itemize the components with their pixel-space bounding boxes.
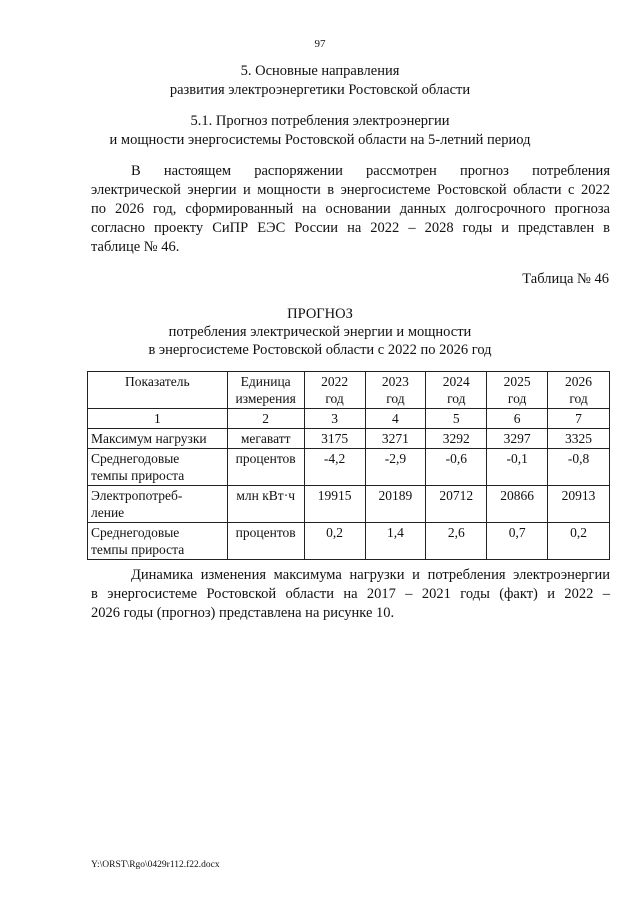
row-value: 1,4 xyxy=(365,523,426,560)
row-indicator: Среднегодовые темпы прироста xyxy=(88,523,228,560)
table-row-consumption-growth xyxy=(88,523,610,560)
row-unit: мегаватт xyxy=(227,429,304,449)
intro-line: таблице № 46. xyxy=(91,239,180,255)
row-indicator: Среднегодовые темпы прироста xyxy=(88,449,228,486)
intro-line: согласно проекту СиПР ЕЭС России на 2022 – 2028 годы и представлен в xyxy=(91,220,610,236)
section-heading-line-2: развития электроэнергетики Ростовской области xyxy=(169,82,471,98)
header-year: 2026 год xyxy=(548,372,610,409)
row-unit: процентов xyxy=(227,449,304,486)
row-value: 0,2 xyxy=(304,523,365,560)
row-value: 20189 xyxy=(365,486,426,523)
intro-line: В настоящем распоряжении рассмотрен прогноз потребления xyxy=(131,163,610,179)
row-value: 3292 xyxy=(426,429,487,449)
header-year: 2025 год xyxy=(487,372,548,409)
row-value: 2,6 xyxy=(426,523,487,560)
header-year: 2023 год xyxy=(365,372,426,409)
row-value: 3271 xyxy=(365,429,426,449)
row-value: 20712 xyxy=(426,486,487,523)
table-caption-line-3: в энергосистеме Ростовской области с 2022 по 2026 год xyxy=(148,342,492,358)
table-header-row xyxy=(88,372,610,409)
row-value: 20866 xyxy=(487,486,548,523)
forecast-table xyxy=(87,371,610,560)
row-value: -0,1 xyxy=(487,449,548,486)
header-unit: Единица измерения xyxy=(227,372,304,409)
row-indicator: Максимум нагрузки xyxy=(88,429,228,449)
row-unit: млн кВт·ч xyxy=(227,486,304,523)
row-value: 20913 xyxy=(548,486,610,523)
intro-line: электрической энергии и мощности в энергосистеме Ростовской области с 2022 xyxy=(91,182,610,198)
row-value: 0,7 xyxy=(487,523,548,560)
row-value: -2,9 xyxy=(365,449,426,486)
column-number: 6 xyxy=(487,409,548,429)
table-caption xyxy=(0,305,640,359)
column-number-row xyxy=(88,409,610,429)
section-heading-line-1: 5. Основные направления xyxy=(240,63,400,79)
column-number: 5 xyxy=(426,409,487,429)
closing-line: 2026 годы (прогноз) представлена на рисунке 10. xyxy=(91,605,395,621)
table-caption-line-2: потребления электрической энергии и мощности xyxy=(168,324,472,340)
row-value: -0,6 xyxy=(426,449,487,486)
table-row-max-load xyxy=(88,429,610,449)
row-value: -0,8 xyxy=(548,449,610,486)
footer-file-path: Y:\ORST\Rgo\0429r112.f22.docx xyxy=(91,860,220,870)
closing-line: Динамика изменения максимума нагрузки и потребления электроэнергии xyxy=(131,567,610,583)
table-row-consumption xyxy=(88,486,610,523)
row-unit: процентов xyxy=(227,523,304,560)
table-row-load-growth xyxy=(88,449,610,486)
header-year: 2022 год xyxy=(304,372,365,409)
subsection-heading-line-2: и мощности энергосистемы Ростовской области на 5-летний период xyxy=(109,132,531,148)
column-number: 7 xyxy=(548,409,610,429)
column-number: 2 xyxy=(227,409,304,429)
row-value: 0,2 xyxy=(548,523,610,560)
intro-paragraph xyxy=(91,162,610,257)
header-indicator: Показатель xyxy=(88,372,228,409)
column-number: 4 xyxy=(365,409,426,429)
row-indicator: Электропотреб- ление xyxy=(88,486,228,523)
row-value: 19915 xyxy=(304,486,365,523)
row-value: 3297 xyxy=(487,429,548,449)
closing-line: в энергосистеме Ростовской области на 2017 – 2021 годы (факт) и 2022 – xyxy=(91,586,610,602)
intro-line: по 2026 год, сформированный на основании данных долгосрочного прогноза xyxy=(91,201,610,217)
closing-paragraph xyxy=(91,566,610,623)
table-caption-title: ПРОГНОЗ xyxy=(287,306,353,322)
page-number: 97 xyxy=(314,38,326,50)
row-value: -4,2 xyxy=(304,449,365,486)
table-label: Таблица № 46 xyxy=(522,271,609,287)
column-number: 1 xyxy=(88,409,228,429)
column-number: 3 xyxy=(304,409,365,429)
header-year: 2024 год xyxy=(426,372,487,409)
subsection-heading-line-1: 5.1. Прогноз потребления электроэнергии xyxy=(190,113,450,129)
row-value: 3325 xyxy=(548,429,610,449)
row-value: 3175 xyxy=(304,429,365,449)
